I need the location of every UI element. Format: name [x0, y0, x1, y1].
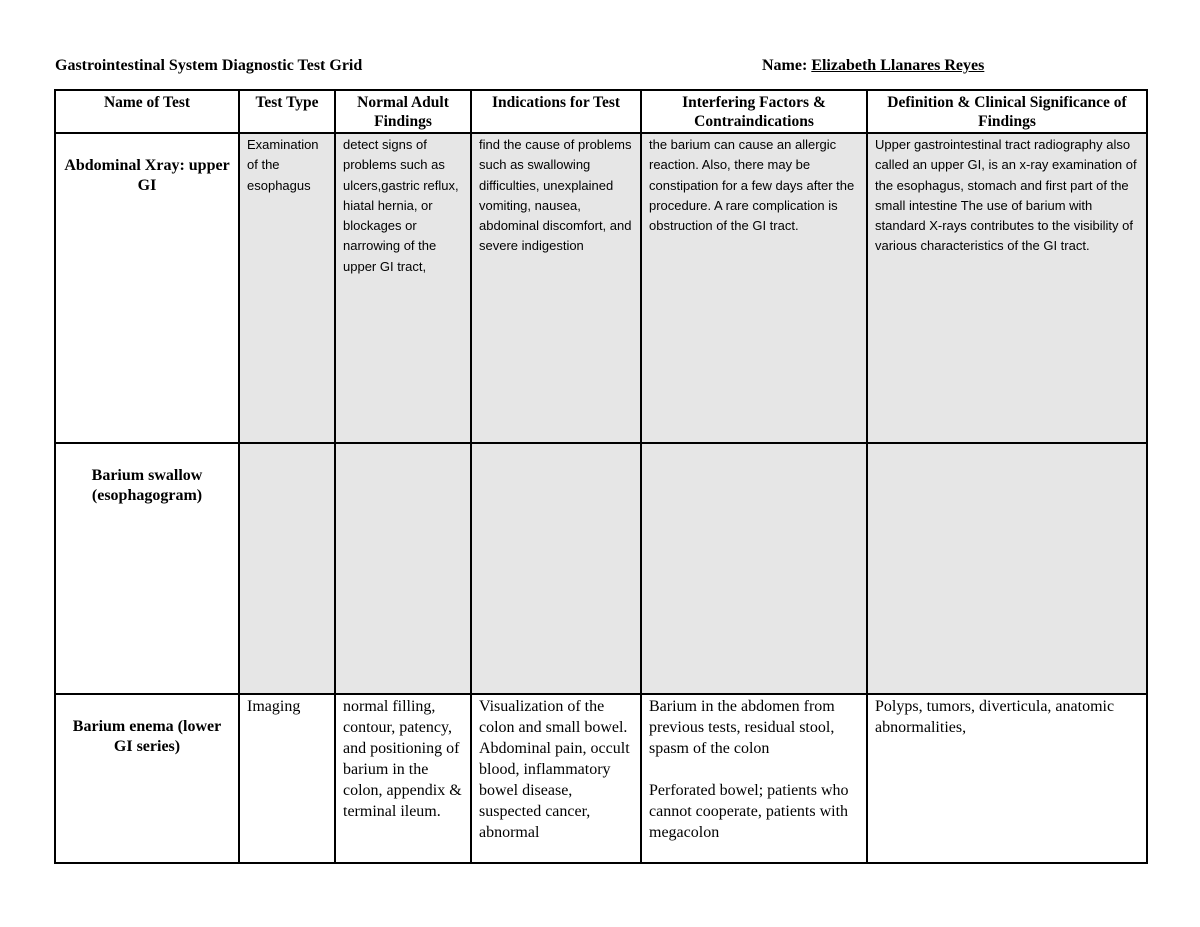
test-name-cell: Barium swallow (esophagogram) [55, 443, 239, 694]
diagnostic-test-grid [54, 89, 1148, 864]
column-header-test-type: Test Type [239, 90, 335, 133]
indications-cell [471, 443, 641, 694]
column-header-interfering-factors: Interfering Factors & Contraindications [641, 90, 867, 133]
definition-cell [867, 443, 1147, 694]
test-type-cell [239, 443, 335, 694]
normal-findings-cell: normal filling, contour, patency, and positioning of barium in the colon, appendix & terminal ileum. [335, 694, 471, 863]
interfering-factors-cell [641, 443, 867, 694]
table-row [55, 133, 1147, 443]
student-name-line [762, 57, 984, 75]
normal-findings-cell [335, 443, 471, 694]
test-name-cell: Barium enema (lower GI series) [55, 694, 239, 863]
column-header-normal-findings: Normal Adult Findings [335, 90, 471, 133]
column-header-definition: Definition & Clinical Significance of Findings [867, 90, 1147, 133]
document-title: Gastrointestinal System Diagnostic Test Grid [55, 57, 363, 74]
table-row [55, 443, 1147, 694]
test-name-cell: Abdominal Xray: upper GI [55, 133, 239, 443]
definition-cell: Polyps, tumors, diverticula, anatomic abnormalities, [867, 694, 1147, 863]
name-value: Elizabeth Llanares Reyes [811, 57, 985, 74]
header-row [55, 90, 1147, 133]
column-header-name-of-test: Name of Test [55, 90, 239, 133]
indications-cell [471, 694, 641, 863]
test-type-cell: Examination of the esophagus [239, 133, 335, 443]
column-header-indications: Indications for Test [471, 90, 641, 133]
indications-cell: find the cause of problems such as swallowing difficulties, unexplained vomiting, nausea, abdominal discomfort, and severe indigestion [471, 133, 641, 443]
definition-cell: Upper gastrointestinal tract radiography also called an upper GI, is an x-ray examination of the esophagus, stomach and first part of the small intestine The use of barium with standard X-rays contributes to the visibility of various characteristics of the GI tract. [867, 133, 1147, 443]
interfering-factors-cell: the barium can cause an allergic reaction. Also, there may be constipation for a few days after the procedure. A rare complication is obstruction of the GI tract. [641, 133, 867, 443]
name-label: Name: [762, 57, 808, 74]
table-row [55, 694, 1147, 863]
indications-text: Visualization of the colon and small bowel. Abdominal pain, occult blood, inflammatory bowel disease, suspected cancer, abnormal [479, 698, 630, 841]
normal-findings-cell: detect signs of problems such as ulcers,gastric reflux, hiatal hernia, or blockages or narrowing of the upper GI tract, [335, 133, 471, 443]
interfering-factors-cell: Barium in the abdomen from previous tests, residual stool, spasm of the colon Perforated bowel; patients who cannot cooperate, patients with megacolon [641, 694, 867, 863]
test-type-cell: Imaging [239, 694, 335, 863]
